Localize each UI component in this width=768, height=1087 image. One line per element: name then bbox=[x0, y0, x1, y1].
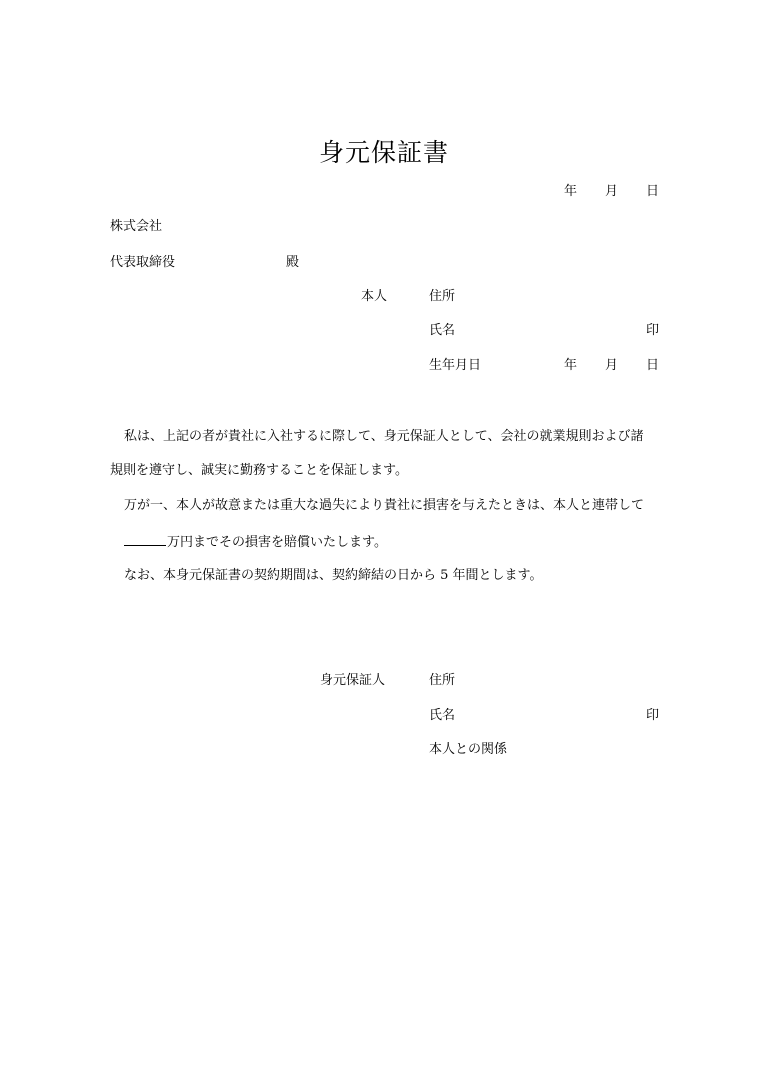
principal-address-label: 住所 bbox=[429, 289, 456, 304]
addressee-company: 株式会社 bbox=[110, 219, 163, 234]
principal-birthdate-label: 生年月日 bbox=[429, 358, 482, 373]
principal-label: 本人 bbox=[361, 289, 388, 304]
guarantor-name-label: 氏名 bbox=[429, 708, 456, 723]
body-paragraph-1-line-1: 私は、上記の者が貴社に入社するに際して、身元保証人として、会社の就業規則および諸 bbox=[124, 429, 644, 444]
date-month-label: 月 bbox=[605, 184, 619, 199]
guarantor-seal-mark: 印 bbox=[646, 708, 660, 723]
principal-name-label: 氏名 bbox=[429, 323, 456, 338]
principal-birth-day-label: 日 bbox=[646, 358, 660, 373]
document-title: 身元保証書 bbox=[318, 138, 449, 167]
principal-seal-mark: 印 bbox=[646, 323, 660, 338]
body-paragraph-3-line-1: なお、本身元保証書の契約期間は、契約締結の日から 5 年間とします。 bbox=[124, 568, 543, 583]
body-paragraph-2-line-1: 万が一、本人が故意または重大な過失により貴社に損害を与えたときは、本人と連帯して bbox=[124, 498, 645, 513]
amount-text: 万円までその損害を賠償いたします。 bbox=[167, 535, 387, 550]
amount-blank-line bbox=[124, 532, 166, 546]
principal-birth-year-label: 年 bbox=[564, 358, 578, 373]
guarantor-address-label: 住所 bbox=[429, 673, 456, 688]
guarantor-label: 身元保証人 bbox=[320, 673, 386, 688]
addressee-representative: 代表取締役 bbox=[110, 255, 176, 270]
date-day-label: 日 bbox=[646, 184, 660, 199]
addressee-honorific: 殿 bbox=[286, 255, 300, 270]
guarantor-relation-label: 本人との関係 bbox=[429, 742, 508, 757]
date-year-label: 年 bbox=[564, 184, 578, 199]
body-paragraph-2-line-2 bbox=[124, 532, 387, 552]
body-paragraph-1-line-2: 規則を遵守し、誠実に勤務することを保証します。 bbox=[110, 463, 408, 478]
principal-birth-month-label: 月 bbox=[605, 358, 619, 373]
